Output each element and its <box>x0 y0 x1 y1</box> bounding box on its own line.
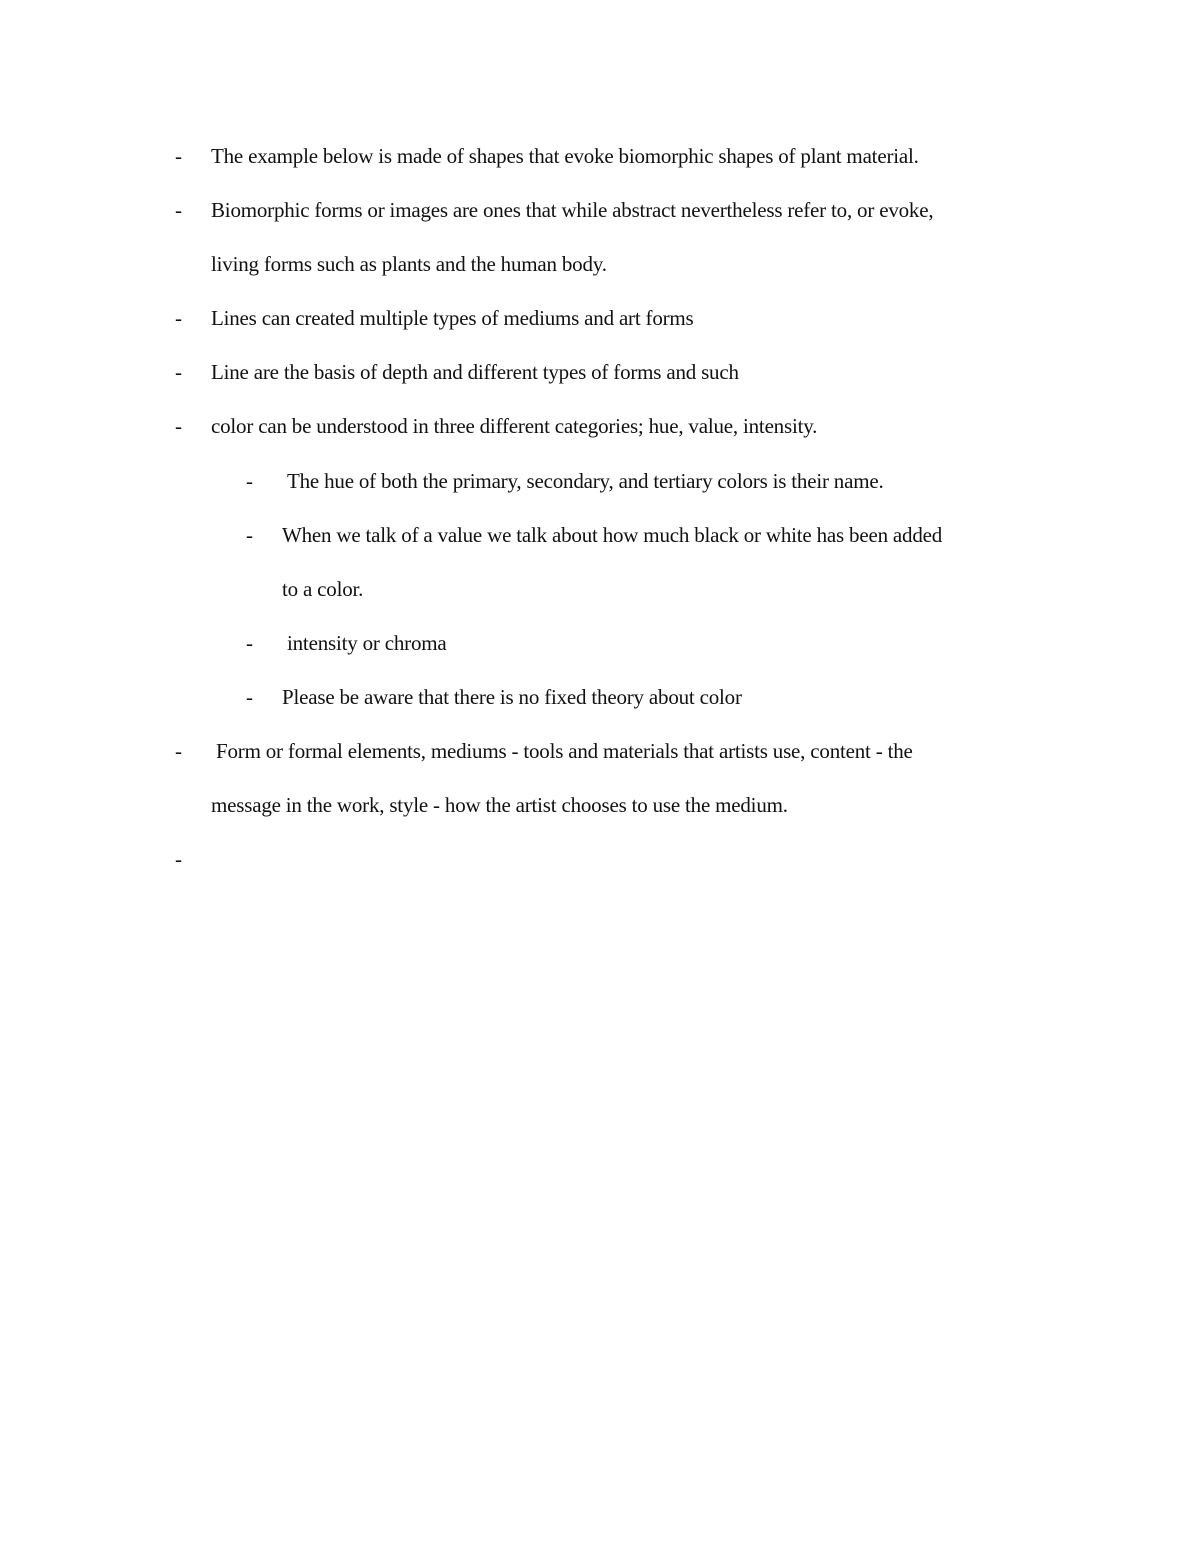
sub-list-item-continuation: to a color. <box>282 577 364 601</box>
bullet-dash: - <box>175 360 182 384</box>
sub-bullet-dash: - <box>246 685 253 709</box>
sub-bullet-dash: - <box>246 523 253 547</box>
bullet-dash: - <box>175 306 182 330</box>
list-item-text: Form or formal elements, mediums - tools and materials that artists use, content - the <box>216 739 913 763</box>
bullet-dash: - <box>175 739 182 763</box>
sub-bullet-dash: - <box>246 631 253 655</box>
list-item-continuation: living forms such as plants and the human body. <box>211 252 607 276</box>
sub-list-item-text: Please be aware that there is no fixed theory about color <box>282 685 742 709</box>
sub-bullet-dash: - <box>246 469 253 493</box>
list-item-text: Line are the basis of depth and different types of forms and such <box>211 360 739 384</box>
bullet-dash: - <box>175 414 182 438</box>
bullet-dash: - <box>175 198 182 222</box>
list-item-continuation: message in the work, style - how the artist chooses to use the medium. <box>211 793 788 817</box>
list-item-text: Biomorphic forms or images are ones that while abstract nevertheless refer to, or evoke, <box>211 198 934 222</box>
bullet-dash: - <box>175 847 182 871</box>
bullet-dash: - <box>175 144 182 168</box>
list-item-text: The example below is made of shapes that evoke biomorphic shapes of plant material. <box>211 144 919 168</box>
list-item-text: color can be understood in three different categories; hue, value, intensity. <box>211 414 818 438</box>
list-item-text: Lines can created multiple types of mediums and art forms <box>211 306 694 330</box>
sub-list-item-text: The hue of both the primary, secondary, and tertiary colors is their name. <box>287 469 884 493</box>
sub-list-item-text: When we talk of a value we talk about how much black or white has been added <box>282 523 943 547</box>
sub-list-item-text: intensity or chroma <box>287 631 447 655</box>
